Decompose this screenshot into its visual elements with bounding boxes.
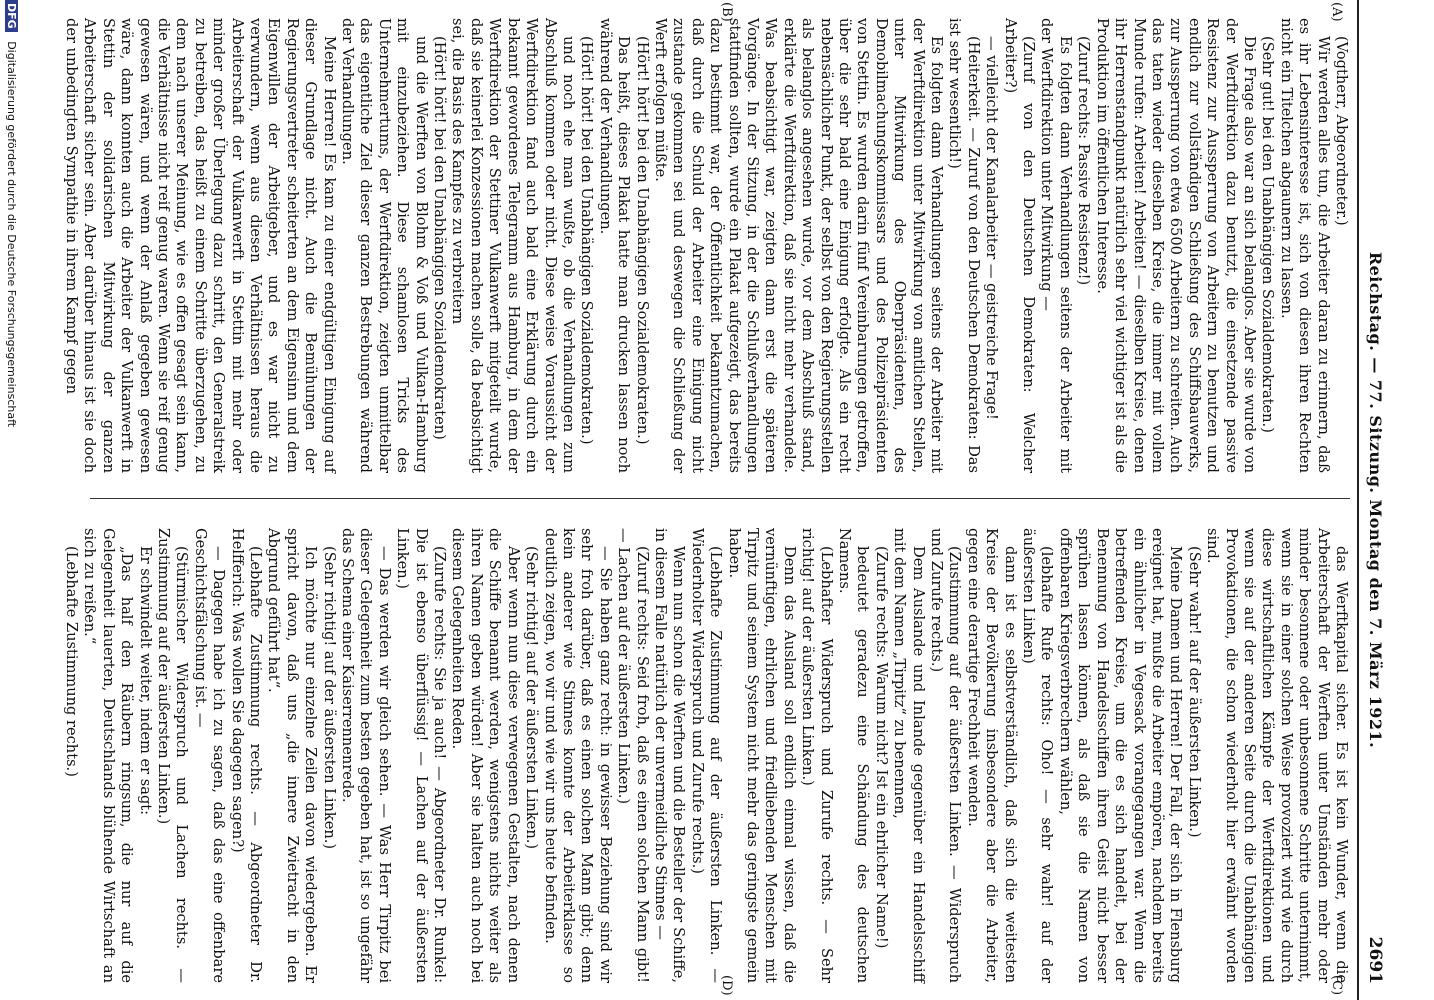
paragraph: Es folgten dann Verhandlungen seitens der Arbeiter mit der Werftdirektion unter Mitwirkung von amtlichen Stellen, unter Mitwirkung des Oberpräsidenten, des Demobilmachungskommissars und des Polizeipräsidenten von Stettin. Es wurden darin fünf Vereinbarungen getroffen, über die sehr bald eine Einigung erfolgte. Als ein recht nebensächlicher Punkt, der selbst von den Regierungsstellen als belanglos angesehen wurde, vor dem Abschluß stand, erklärte die Werftdirektion, daß sie nicht mehr verhandele. Was beabsichtigt war, zeigten dann erst die späteren Vorgänge. In der Sitzung, in der die Schlußverhandlungen stattfinden sollten, wurde ein Plakat aufgezeigt, das bereits dazu bestimmt war, der Öffentlichkeit bekanntzumachen, daß durch die Schuld der Arbeiter eine Einigung nicht zustande gekommen sei und deswegen die Schließung der Werft erfolgen müßte. [651, 18, 946, 473]
paragraph: (Vogtherr, Abgeordneter.) [1333, 36, 1350, 226]
paragraph: „Das half den Räubern ringsum, die nur auf die Gelegenheit lauerten, Deutschlands blühende Wirtschaft an sich zu reißen.“ [81, 528, 136, 983]
margin-marker-c: (C) [1329, 975, 1344, 996]
paragraph: Dem Auslande und Inlande gegenüber ein Handelsschiff mit dem Namen „Tirpitz“ zu benennen, [891, 528, 927, 983]
paragraph: dann ist es selbstverständlich, daß sich die weitesten Kreise der Bevölkerung insbesondere aber die Arbeiter, gegen eine derartige Frechheit wenden. [964, 528, 1019, 983]
paragraph: bedeutet geradezu eine Schändung des deutschen Namens. [836, 528, 872, 983]
column-divider [90, 498, 1350, 499]
paragraph: Denn das Ausland soll endlich einmal wissen, daß die vernünftigen, ehrlichen und friedliebenden Menschen mit Tirpitz und seinem System nicht mehr das geringste gemein haben. [725, 528, 798, 983]
paragraph: Es folgten dann Verhandlungen seitens der Arbeiter mit der Werftdirektion unter Mitwirkung — [1038, 18, 1074, 473]
paragraph: (Hört! hört! bei den Unabhängigen Sozialdemokraten.) [633, 36, 651, 445]
paragraph: Ich möchte nur einzelne Zeilen davon wiedergeben. Er spricht davon, daß uns „die innere Zwietracht in den Abgrund geführt hat“. [265, 528, 320, 983]
paragraph: (lebhafte Rufe rechts: Oho! — sehr wahr! auf der äußersten Linken) [1020, 528, 1056, 983]
page-header [1357, 0, 1389, 1000]
paragraph: Aber wenn nun diese verwegenen Gestalten, nach denen die Schiffe benannt werden, wenigstens nichts weiter als ihren Namen geben würden! Aber sie halten auch noch bei diesem Gelegenheiten Reden. [449, 528, 522, 983]
dfg-logo: DFG [5, 0, 18, 32]
paragraph: (Lebhafte Zustimmung rechts.) [62, 546, 80, 777]
paragraph: — vielleicht der Kanalarbeiter — geistreiche Frage! [983, 36, 1001, 420]
paragraph: (Lebhafter Widerspruch und Zurufe rechts. — Sehr richtig! auf der äußersten Linken.) [799, 528, 835, 983]
paragraph: Wenn nun schon die Werften und die Besteller der Schiffe, in diesem Falle natürlich der unvermeidliche Stinnes — [651, 528, 688, 983]
paragraph: (Zurufe rechts: Sie ja auch! — Abgeordneter Dr. Runkel: Die ist ebenso überflüssig! — Lachen auf der äußersten Linken.) [394, 528, 449, 983]
paragraph: — Sie haben ganz recht: in gewisser Beziehung sind wir sehr froh darüber, daß es einen solchen Mann gibt; denn kein anderer wie Stinnes konnte der Arbeiterklasse so deutlich zeigen, wo wir und wie wir uns heute befinden. [541, 528, 614, 983]
paragraph: Er schwindelt weiter, indem er sagt: [136, 546, 154, 816]
page-number: 2691 [1365, 936, 1385, 984]
page-header-title: Reichstag. — 77. Sitzung. Montag den 7. März 1921. [1366, 251, 1385, 749]
paragraph: Wir werden alles tun, die Arbeiter daran zu erinnern, daß es ihr Lebensinteresse ist, sich von diesen ihren Rechten nicht ein Titelchen abgaunern zu lassen. [1277, 18, 1332, 473]
paragraph: (Zurufe rechts: Warum nicht? Ist ein ehrlicher Name!) [872, 546, 890, 949]
paragraph: Das heißt, dieses Plakat hatte man drucken lassen noch während der Verhandlungen. [596, 18, 633, 473]
paragraph: (Sehr richtig! auf der äußersten Linken.) [320, 546, 338, 850]
paragraph: (Zuruf von den Deutschen Demokraten: Welcher Arbeiter?) [1001, 18, 1038, 473]
paragraph: Meine Damen und Herren! Der Fall, der sich in Flensburg ereignet hat, mußte die Arbeiter empören, nachdem bereits ein ähnlicher in Vegesack vorangegangen war. Wenn die betreffenden Kreise, um die es sich handelt, bei der Benennung von Handelsschiffen ihren Geist nicht besser sprühen lassen können, als daß sie die Namen von offenbaren Kriegsverbrechern wählen, [1056, 528, 1185, 983]
paragraph: (Lebhafte Zustimmung rechts. — Abgeordneter Dr. Helfferich: Was wollen Sie dagegen sagen?) [228, 528, 265, 983]
paragraph: (Sehr wahr! auf der äußersten Linken.) [1185, 546, 1203, 838]
paragraph: (Zuruf rechts: Seid froh, daß es einen solchen Mann gibt! — Lachen auf der äußersten Linken.) [615, 528, 651, 983]
paragraph: (Sehr richtig! auf der äußersten Linken.) [523, 546, 541, 850]
paragraph: (Hört! hört! bei den Unabhängigen Sozialdemokraten) [431, 36, 449, 440]
paragraph: (Zuruf rechts: Passive Resistenz!) [1075, 36, 1093, 286]
paragraph: — Dagegen habe ich zu sagen, daß das eine offenbare Geschichtsfälschung ist. — [191, 528, 228, 983]
margin-marker-a: (A) [1329, 2, 1344, 22]
paragraph: (Lebhafte Zustimmung auf der äußersten Linken. — Wiederholter Widerspruch und Zurufe rechts.) [688, 528, 725, 983]
paragraph: (Zustimmung auf der äußersten Linken. — Widerspruch und Zurufe rechts.) [928, 528, 964, 983]
footer-credit: Digitalisierung gefördert durch die Deutsche Forschungsgemeinschaft [5, 41, 18, 428]
paragraph: und die Werften von Blohm & Voß und Vulkan-Hamburg mit einzubeziehen. Diese schamlosen Tricks des Unternehmertums, der Werftdirektion, zeigten unmittelbar das eigentliche Ziel dieser ganzen Bestrebungen während der Verhandlungen. [339, 18, 430, 473]
margin-marker-b: (B) [719, 2, 734, 22]
paragraph: (Stürmischer Widerspruch und Lachen rechts. — Zustimmung auf der äußersten Linken.) [155, 528, 191, 983]
page-footer [0, 0, 18, 1000]
paragraph: (Hört! hört! bei den Unabhängigen Sozialdemokraten.) [578, 36, 596, 445]
paragraph: und noch ehe man wußte, ob die Verhandlungen zum Abschluß kommen oder nicht. Diese weise Voraussicht der Werftdirektion fand auch bald eine Erklärung durch ein bekannt gewordenes Telegramm aus Hamburg, in dem der Werftdirektion der Stettiner Vulkanwerft mitgeteilt wurde, daß sie keinerlei Konzessionen machen solle, da beabsichtigt sei, die Basis des Kampfes zu verbreitern [449, 18, 577, 473]
paragraph: (Heiterkeit. — Zuruf von den Deutschen Demokraten: Das ist sehr wesentlich!) [946, 18, 982, 473]
paragraph: — Das werden wir gleich sehen. — Was Herr Tirpitz bei dieser Gelegenheit zum besten gegeben hat, ist so ungefähr das Schema einer Kaiserrennenrede. [339, 528, 393, 983]
right-text-column [62, 528, 1350, 983]
paragraph: Meine Herren! Es kam zu einer endgültigen Einigung auf dieser Grundlage nicht. Auch die Bemühungen der Regierungsvertreter scheiterten an dem Eigensinn und dem Eigenwillen der Arbeitgeber, und es war nicht zu verwundern, wenn aus diesen Verhältnissen heraus die Arbeiterschaft der Vulkanwerft in Stettin mit mehr oder minder großer Überlegung dazu schritt, den Generalstreik zu betreiben, das heißt zu einem Schritte überzugehen, zu dem nach unserer Meinung, wie es offen gesagt sein kann, die Verhältnisse nicht reif genug waren. Wenn sie reif genug gewesen wären, und wenn der Anlaß gegeben gewesen wäre, dann konnten auch die Arbeiter der Vulkanwerft in Stettin der solidarischen Mitwirkung der ganzen Arbeiterschaft sicher sein. Aber darüber hinaus ist sie doch der unbedingten Sympathie in ihrem Kampf gegen [62, 18, 338, 473]
paragraph: (Sehr gut! bei den Unabhängigen Sozialdemokraten.) [1259, 36, 1277, 433]
left-text-column [62, 18, 1350, 473]
paragraph: Die Frage also war an sich belanglos. Aber sie wurde von der Werftdirektion dazu benutzt, die einsetzende passive Resistenz zur Aussperrung von Arbeitern zu benutzen und endlich zur vollständigen Schließung des Schiffsbauwerks, zur Aussperrung von etwa 6500 Arbeitern zu schreiten. Auch das taten wieder dieselben Kreise, die immer mit vollem Munde rufen: Arbeiten! Arbeiten! — dieselben Kreise, denen ihr Herrenstandpunkt natürlich sehr viel wichtiger ist als die Produktion im öffentlichen Interesse. [1093, 18, 1258, 473]
paragraph: das Werftkapital sicher. Es ist kein Wunder, wenn die Arbeiterschaft der Werften unter Umständen mehr oder minder besonnene oder unbesonnene Schritte unternimmt, wenn sie in einer solchen Weise provoziert wird wie durch diese wirtschaftlichen Kämpfe der Werftdirektionen und wenn sie auf der anderen Seite durch die Unabhängigen Provokationen, die schon wiederholt hier erwähnt worden sind. [1204, 528, 1350, 983]
margin-marker-d: (D) [719, 975, 734, 996]
